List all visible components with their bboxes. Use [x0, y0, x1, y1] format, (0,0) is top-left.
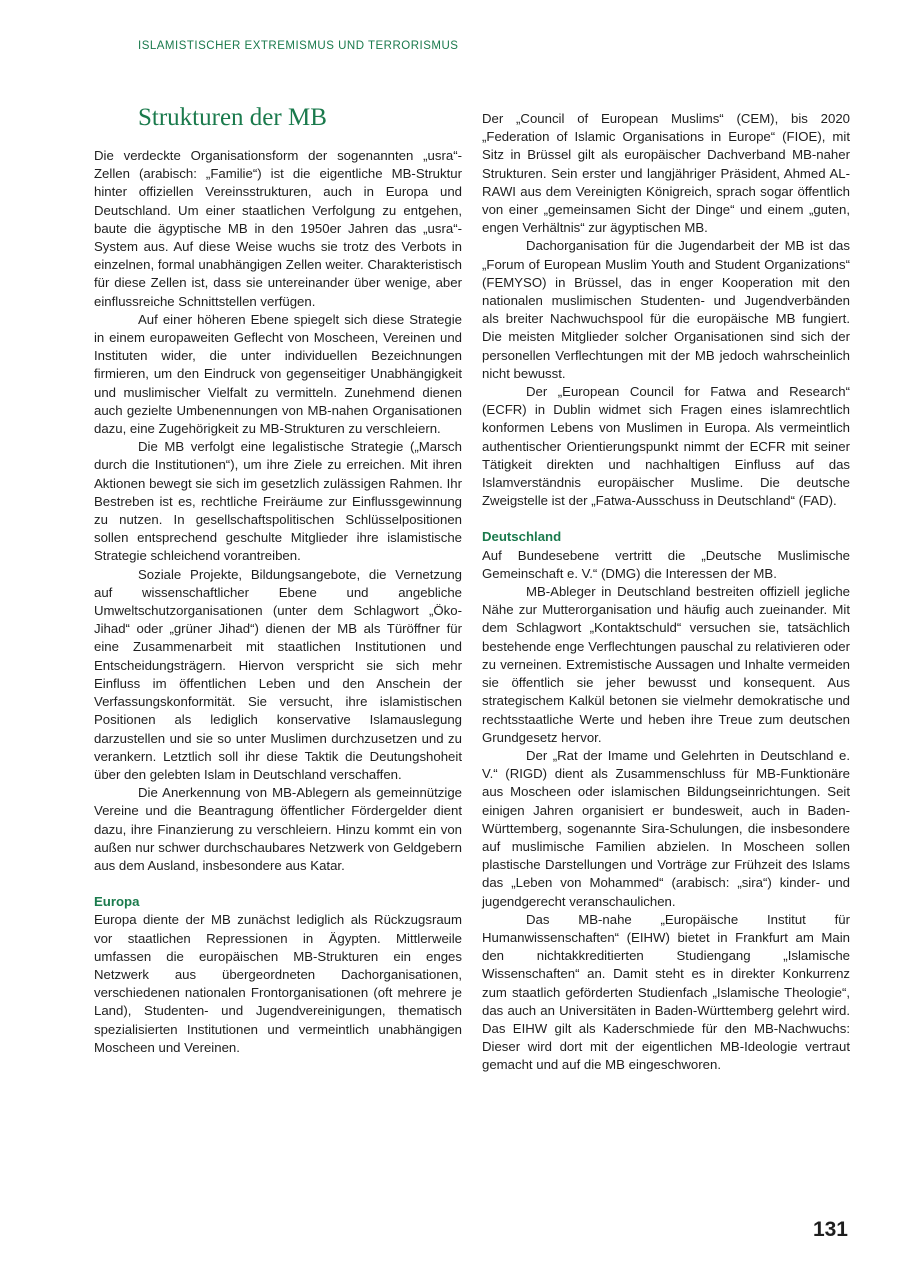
- paragraph: Die Anerkennung von MB-Ablegern als gemeinnützige Vereine und die Beantragung öffentlicher Fördergelder dient dazu, ihre Finanzierung zu verschleiern. Hinzu kommt ein von außen nur schwer durchschaubares Netzwerk von Geldgebern aus dem Ausland, insbesondere aus Katar.: [94, 785, 462, 873]
- left-column: [94, 147, 462, 1057]
- paragraph: Die verdeckte Organisationsform der sogenannten „usra“-Zellen (arabisch: „Familie“) ist die eigentliche MB-Struktur hinter offiziellen Vereinsstrukturen, auch in Europa und Deutschland. Um einer staatlichen Verfolgung zu entgehen, baute die ägyptische MB in den 1950er Jahren das „usra“-System aus. Auf diese Weise wuchs sie trotz des Verbots in einzelnen, formal unabhängigen Zellen weiter. Charakteristisch für diese Zellen ist, dass sie untereinander über wenige, aber einflussreiche Schnittstellen verfügen.: [94, 148, 462, 309]
- paragraph: Dachorganisation für die Jugendarbeit der MB ist das „Forum of European Muslim Youth and Student Organizations“ (FEMYSO) in Brüssel, das in enger Kooperation mit den nationalen muslimischen Studenten- und Jugendverbänden als breiter Nachwuchspool für die europäische MB fungiert. Die meisten Mitglieder solcher Organisationen sind sich der personellen Verflechtungen mit der MB jedoch wahrscheinlich nicht bewusst.: [482, 238, 850, 381]
- paragraph: Das MB-nahe „Europäische Institut für Humanwissenschaften“ (EIHW) bietet in Frankfurt am Main den nichtakkreditierten Studiengang „Islamische Wissenschaften“ an. Damit steht es in direkter Konkurrenz zum staatlich geförderten Studienfach „Islamische Theologie“, das auch an Universitäten in Baden-Württemberg gelehrt wird. Das EIHW gilt als Kaderschmiede für den MB-Nachwuchs: Dieser wird dort mit der eigentlichen MB-Ideologie vertraut gemacht und auf die MB eingeschworen.: [482, 911, 850, 1073]
- section-title: Strukturen der MB: [138, 104, 327, 131]
- paragraph: Die MB verfolgt eine legalistische Strategie („Marsch durch die Institutionen“), um ihre Ziele zu erreichen. Mit ihren Aktionen bewegt sie sich im gesetzlich zulässigen Rahmen. Ihr Bestreben ist es, rechtliche Freiräume zur Einflussgewinnung zu nutzen. In gesellschaftspolitischen Schlüsselpositionen sollen entsprechend geschulte Mitglieder ihre islamistische Strategie schleichend vorantreiben.: [94, 439, 462, 564]
- subheading-europa: Europa: [94, 894, 140, 910]
- paragraph: Europa diente der MB zunächst lediglich als Rückzugsraum vor staatlichen Repressionen in Ägypten. Mittlerweile umfassen die europäischen MB-Strukturen ein enges Netzwerk aus übergeordneten Dachorganisationen, verschiedenen nationalen Frontorganisationen (oft mehrere je Land), Studenten- und Jugendvereinigungen, thematisch spezialisierten Institutionen und vermeintlich unabhängigen Moscheen und Vereinen.: [94, 912, 462, 1055]
- subheading-deutschland: Deutschland: [482, 529, 562, 545]
- paragraph: Der „Rat der Imame und Gelehrten in Deutschland e. V.“ (RIGD) dient als Zusammenschluss für MB-Funktionäre aus Moscheen oder islamischen Bildungseinrichtungen. Seit einigen Jahren organisiert er bundesweit, auch in Baden-Württemberg, sogenannte Sira-Schulungen, die insbesondere auf muslimische Familien abzielen. In Moscheen sollen plastische Darstellungen und Vorträge zur Frühzeit des Islams das „Leben von Mohammed“ (arabisch: „sira“) kinder- und jugendgerecht veranschaulichen.: [482, 747, 850, 909]
- right-column: [482, 110, 850, 1075]
- paragraph: Soziale Projekte, Bildungsangebote, die Vernetzung auf wissenschaftlicher Ebene und angebliche Umweltschutzorganisationen (unter dem Schlagwort „Öko-Jihad“ oder „grüner Jihad“) dienen der MB als Türöffner für eine Zusammenarbeit mit staatlichen Institutionen und Entscheidungsträgern. Hiervon verspricht sie sich mehr Einfluss im öffentlichen Leben und den Anschein der Verfassungskonformität. Sie versucht, ihre islamistischen Positionen als lediglich konservative Islamauslegung darzustellen und sie so unter Muslimen durchzusetzen und zu verankern. Letztlich soll ihr diese Taktik die Deutungshoheit über den gelebten Islam in Deutschland verschaffen.: [94, 566, 462, 782]
- paragraph: Der „European Council for Fatwa and Research“ (ECFR) in Dublin widmet sich Fragen eines islamrechtlich konformen Lebens von Muslimen in Europa. Als vermeintlich authentischer Orientierungspunkt nimmt der ECFR mit seiner Tätigkeit direkten und nachhaltigen Einfluss auf das Islamverständnis europäischer Muslime. Die deutsche Zweigstelle ist der „Fatwa-Ausschuss in Deutschland“ (FAD).: [482, 384, 850, 509]
- paragraph: Auf einer höheren Ebene spiegelt sich diese Strategie in einem europaweiten Geflecht von Moscheen, Vereinen und Instituten wider, die unter individuellen Bezeichnungen firmieren, um den Eindruck von gegenseitiger Unabhängigkeit und muslimischer Vielfalt zu vermitteln. Zunehmend dienen auch gezielte Umbenennungen von MB-nahen Organisationen dazu, eine Zugehörigkeit zu MB-Strukturen zu verschleiern.: [94, 311, 462, 437]
- paragraph: Der „Council of European Muslims“ (CEM), bis 2020 „Federation of Islamic Organisations in Europe“ (FIOE), mit Sitz in Brüssel gilt als europäischer Dachverband MB-naher Strukturen. Sein erster und langjähriger Präsident, Ahmed AL-RAWI aus dem Vereinigten Königreich, sprach sogar öffentlich von einer „gemeinsamen Sicht der Dinge“ und einem „guten, engen Verhältnis“ zur ägyptischen MB.: [482, 111, 850, 236]
- page-number: 131: [812, 1218, 848, 1241]
- paragraph: MB-Ableger in Deutschland bestreiten offiziell jegliche Nähe zur Mutterorganisation und häufig auch zueinander. Mit dem Schlagwort „Kontaktschuld“ versuchen sie, tatsächlich bestehende enge Verflechtungen pauschal zu relativieren oder zu verneinen. Extremistische Aussagen und Inhalte vermeiden sie öffentlich sie jeher bewusst und konsequent. Aus strategischem Kalkül betonen sie vielmehr demokratische und rechtsstaatliche Werte und heben ihre Treue zum deutschen Grundgesetz hervor.: [482, 584, 850, 745]
- paragraph: Auf Bundesebene vertritt die „Deutsche Muslimische Gemeinschaft e. V.“ (DMG) die Interessen der MB.: [482, 547, 850, 581]
- running-header: ISLAMISTISCHER EXTREMISMUS UND TERRORISMUS: [138, 40, 459, 52]
